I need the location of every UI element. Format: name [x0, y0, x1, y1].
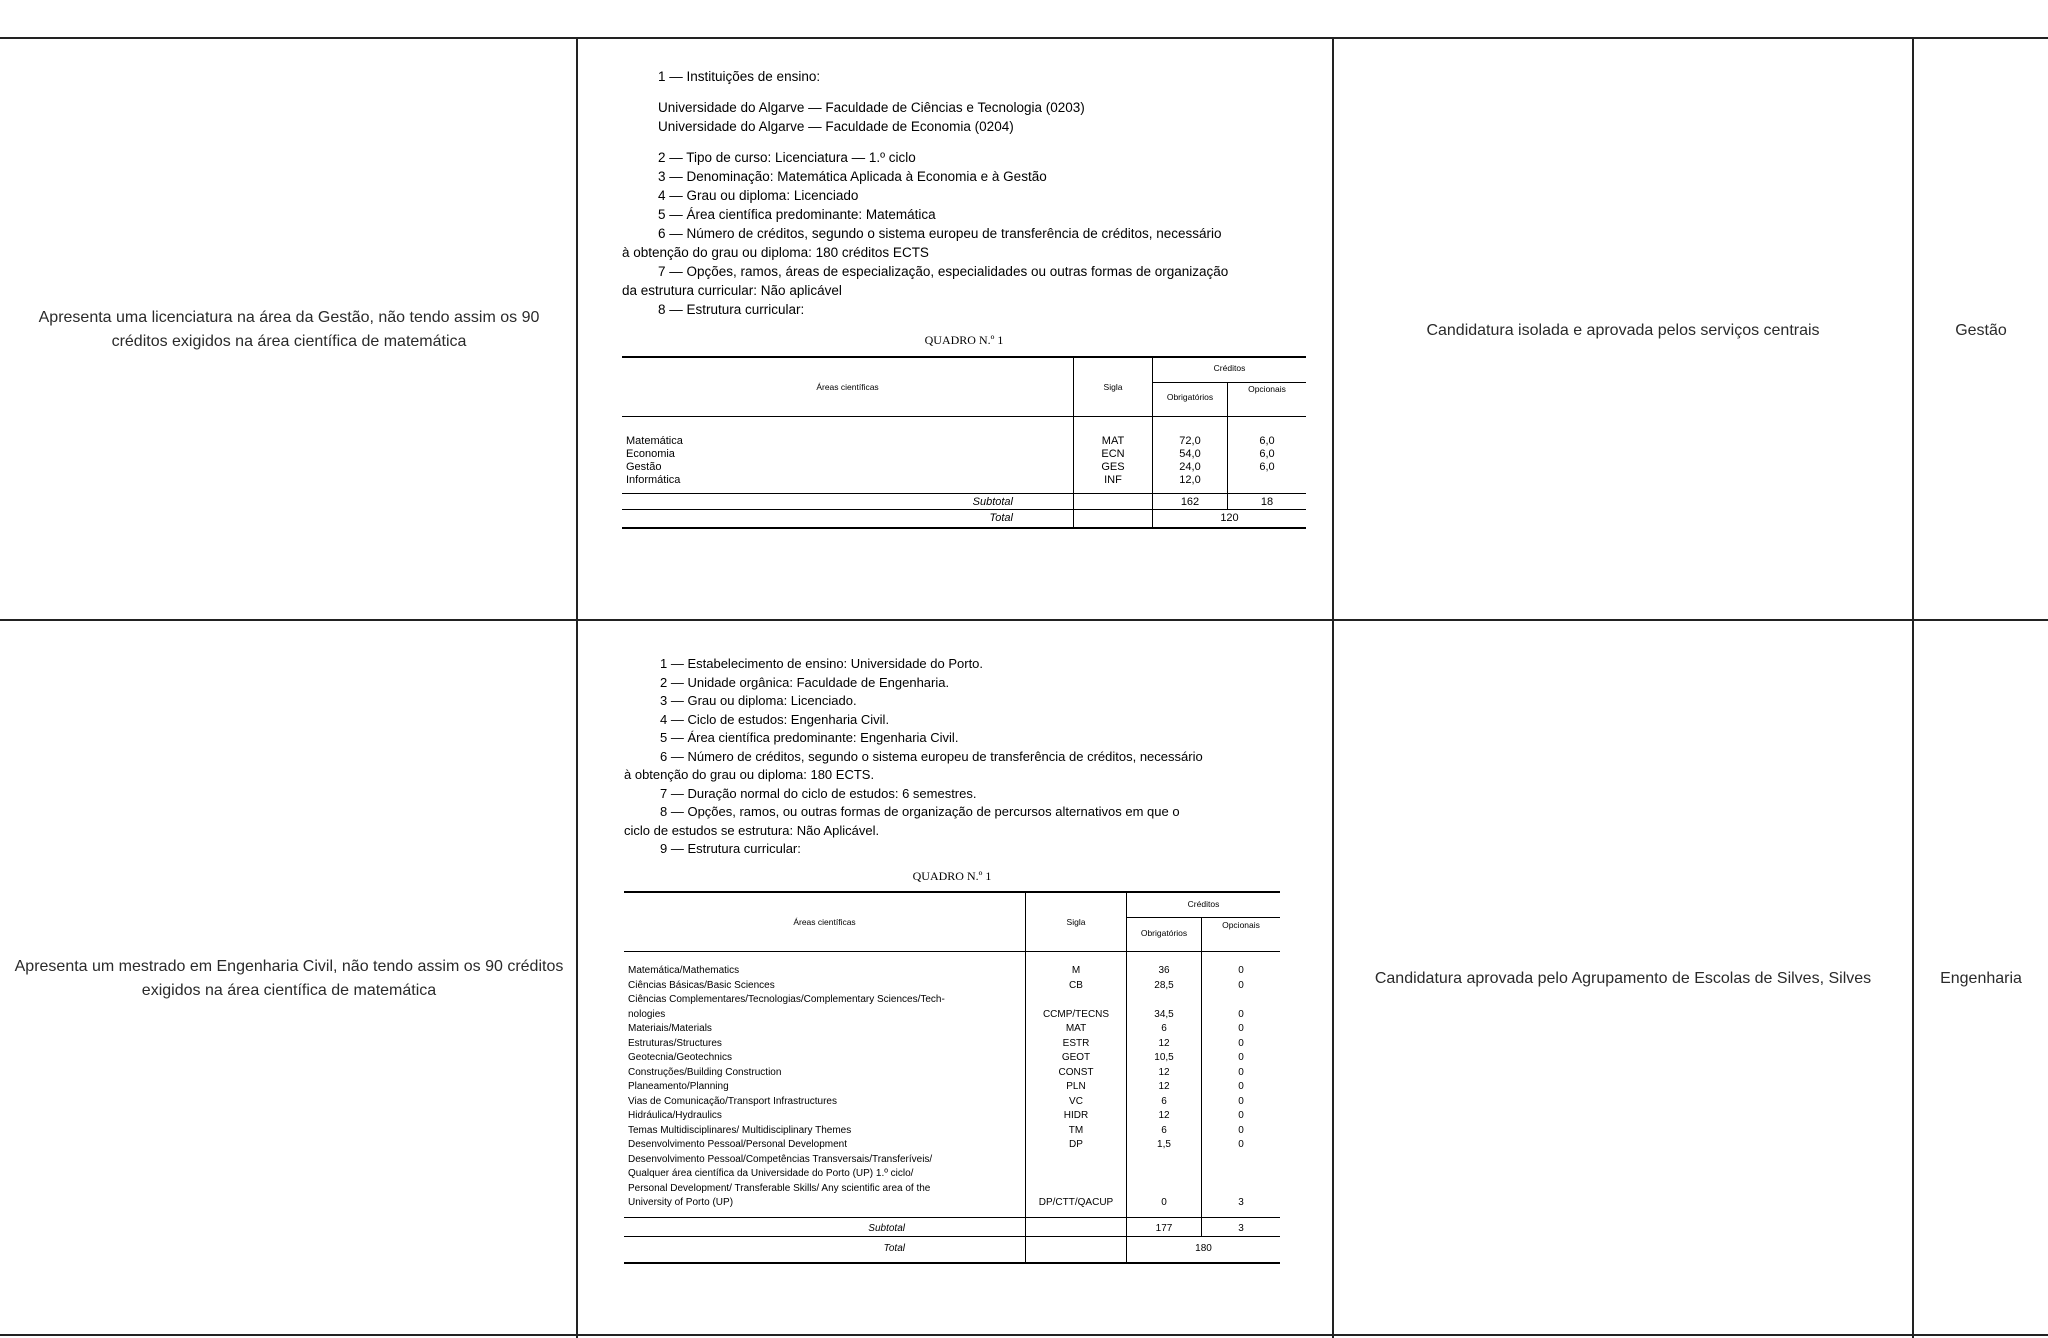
doc-line: Universidade do Algarve — Faculdade de Economia (0204) — [658, 119, 1014, 134]
area-cell: Matemática/Mathematics — [624, 952, 1026, 979]
sigla-cell: TM — [1026, 1124, 1127, 1139]
curricular-table — [622, 356, 1306, 529]
opcionais-cell: 0 — [1238, 979, 1244, 991]
header-creditos: Créditos — [1127, 892, 1281, 918]
doc-line: 6 — Número de créditos, segundo o sistema europeu de transferência de créditos, necessário — [660, 748, 1203, 764]
subtotal-obrig: 162 — [1153, 494, 1228, 510]
curricular-row — [624, 1095, 1280, 1110]
obrigatorios-cell: 34,5 — [1127, 993, 1202, 1022]
doc-line: 4 — Grau ou diploma: Licenciado — [658, 188, 859, 203]
sigla-cell: DP — [1026, 1138, 1127, 1153]
table-top-border — [0, 37, 2048, 39]
obrigatorios-cell: 28,5 — [1127, 979, 1202, 994]
observation-text: Apresenta um mestrado em Engenharia Civil, não tendo assim os 90 créditos exigidos na área científica de matemática — [14, 958, 564, 999]
header-sigla: Sigla — [1074, 357, 1153, 417]
sigla-cell: GEOT — [1026, 1051, 1127, 1066]
area-cell: Desenvolvimento Pessoal/Competências Transversais/Transferíveis/ Qualquer área científica da Universidade do Porto (UP) 1.º ciclo/ Personal Development/ Transferable Skills/ Any scientific area of the University of Porto (UP) — [624, 1153, 1026, 1218]
observation-text: Apresenta uma licenciatura na área da Gestão, não tendo assim os 90 créditos exigidos na área científica de matemática — [38, 309, 540, 350]
obrigatorios-cell: 24,0 — [1153, 461, 1228, 474]
sigla-cell: PLN — [1026, 1080, 1127, 1095]
obrigatorios-cell: 10,5 — [1127, 1051, 1202, 1066]
area-cell: Construções/Building Construction — [624, 1066, 1026, 1081]
area-cell: Planeamento/Planning — [624, 1080, 1026, 1095]
table-bottom-border — [0, 1334, 2048, 1336]
column-divider — [1332, 37, 1334, 1338]
sigla-cell: VC — [1026, 1095, 1127, 1110]
curricular-row — [624, 1109, 1280, 1124]
opcionais-cell: 6,0 — [1259, 435, 1275, 447]
column-divider — [576, 37, 578, 1338]
status-text: Candidatura isolada e aprovada pelos serviços centrais — [1426, 322, 1820, 339]
subtotal-obrig: 177 — [1127, 1217, 1202, 1237]
area-cell: Hidráulica/Hydraulics — [624, 1109, 1026, 1124]
doc-line: ciclo de estudos se estrutura: Não Aplicável. — [624, 822, 880, 838]
opcionais-cell: 3 — [1238, 1197, 1244, 1208]
area-cell: Gestão — [622, 461, 1074, 474]
opcionais-cell: 0 — [1238, 1124, 1244, 1136]
obrigatorios-cell: 0 — [1127, 1153, 1202, 1218]
doc-line: à obtenção do grau ou diploma: 180 créditos ECTS — [622, 245, 929, 260]
doc-line: 5 — Área científica predominante: Matemática — [658, 207, 936, 222]
area-cell: Informática — [622, 474, 1074, 494]
status-text: Candidatura aprovada pelo Agrupamento de Escolas de Silves, Silves — [1374, 970, 1872, 987]
curricular-row — [622, 461, 1306, 474]
curricular-row — [624, 1124, 1280, 1139]
header-creditos: Créditos — [1153, 357, 1307, 383]
obrigatorios-cell: 54,0 — [1153, 448, 1228, 461]
sigla-cell: MAT — [1026, 1022, 1127, 1037]
obrigatorios-cell: 1,5 — [1127, 1138, 1202, 1153]
curricular-row — [624, 1022, 1280, 1037]
curricular-table — [624, 891, 1280, 1264]
opcionais-cell: 0 — [1238, 1023, 1244, 1034]
doc-line: 2 — Tipo de curso: Licenciatura — 1.º ciclo — [658, 150, 916, 165]
area-cell: Ciências Básicas/Basic Sciences — [624, 979, 1026, 994]
obrigatorios-cell: 36 — [1127, 952, 1202, 979]
curricular-row — [624, 1138, 1280, 1153]
area-cell: Desenvolvimento Pessoal/Personal Development — [624, 1138, 1026, 1153]
opcionais-cell — [1228, 474, 1307, 494]
obrigatorios-cell: 6 — [1127, 1124, 1202, 1139]
doc-line: à obtenção do grau ou diploma: 180 ECTS. — [624, 767, 875, 782]
doc-line: 5 — Área científica predominante: Engenharia Civil. — [660, 730, 959, 745]
curricular-row — [624, 1037, 1280, 1052]
sigla-cell: ESTR — [1026, 1037, 1127, 1052]
quadro-title: QUADRO N.º 1 — [912, 868, 992, 883]
sigla-cell: MAT — [1074, 417, 1153, 449]
subtotal-label: Subtotal — [622, 494, 1074, 510]
header-opcionais: Opcionais — [1248, 384, 1286, 394]
sigla-cell: CB — [1026, 979, 1127, 994]
sigla-cell: INF — [1074, 474, 1153, 494]
column-divider — [1912, 37, 1914, 1338]
header-obrigatorios: Obrigatórios — [1127, 918, 1202, 952]
doc-line: 7 — Opções, ramos, áreas de especialização, especialidades ou outras formas de organização — [658, 264, 1229, 279]
curricular-row — [624, 952, 1280, 979]
opcionais-cell: 0 — [1238, 1037, 1244, 1049]
area-cell: Economia — [622, 448, 1074, 461]
sigla-cell: GES — [1074, 461, 1153, 474]
curricular-row — [624, 1066, 1280, 1081]
curricular-row — [624, 993, 1280, 1022]
opcionais-cell: 6,0 — [1259, 448, 1275, 460]
sigla-cell: DP/CTT/QACUP — [1026, 1153, 1127, 1218]
doc-line: 3 — Grau ou diploma: Licenciado. — [660, 693, 857, 708]
doc-line: 3 — Denominação: Matemática Aplicada à Economia e à Gestão — [658, 169, 1047, 184]
opcionais-cell: 0 — [1238, 1139, 1244, 1150]
curricular-row — [624, 1051, 1280, 1066]
doc-line: Universidade do Algarve — Faculdade de Ciências e Tecnologia (0203) — [658, 100, 1085, 115]
opcionais-cell: 0 — [1238, 1066, 1244, 1078]
curricular-row — [622, 474, 1306, 494]
area-cell: Geotecnia/Geotechnics — [624, 1051, 1026, 1066]
doc-line: 8 — Estrutura curricular: — [658, 302, 805, 317]
diploma-excerpt — [624, 655, 1280, 1264]
area-cell: Matemática — [622, 417, 1074, 449]
obrigatorios-cell: 72,0 — [1153, 417, 1228, 449]
total-value: 120 — [1220, 512, 1239, 524]
doc-line: 4 — Ciclo de estudos: Engenharia Civil. — [660, 711, 890, 727]
doc-line: 2 — Unidade orgânica: Faculdade de Engenharia. — [660, 674, 950, 690]
doc-line: 6 — Número de créditos, segundo o sistema europeu de transferência de créditos, necessário — [658, 226, 1222, 241]
header-obrigatorios: Obrigatórios — [1153, 383, 1228, 417]
doc-line: 9 — Estrutura curricular: — [660, 841, 801, 856]
doc-line: 1 — Estabelecimento de ensino: Universidade do Porto. — [660, 656, 984, 671]
header-sigla: Sigla — [1026, 892, 1127, 952]
doc-line: 7 — Duração normal do ciclo de estudos: 6 semestres. — [660, 785, 977, 801]
area-cell: Vias de Comunicação/Transport Infrastructures — [624, 1095, 1026, 1110]
doc-line: 8 — Opções, ramos, ou outras formas de organização de percursos alternativos em que o — [660, 804, 1180, 819]
header-opcionais: Opcionais — [1222, 920, 1260, 931]
sigla-cell: M — [1026, 952, 1127, 979]
doc-line: da estrutura curricular: Não aplicável — [622, 283, 842, 298]
sigla-cell: ECN — [1074, 448, 1153, 461]
area-text: Gestão — [1955, 322, 2007, 339]
curricular-row — [622, 417, 1306, 449]
area-cell: Ciências Complementares/Tecnologias/Complementary Sciences/Tech- nologies — [624, 993, 1026, 1022]
area-cell: Temas Multidisciplinares/ Multidisciplinary Themes — [624, 1124, 1026, 1139]
obrigatorios-cell: 12 — [1127, 1109, 1202, 1124]
total-label: Total — [622, 510, 1074, 529]
subtotal-opc: 3 — [1238, 1222, 1244, 1234]
total-value: 180 — [1195, 1243, 1212, 1254]
obrigatorios-cell: 12 — [1127, 1037, 1202, 1052]
curricular-row — [624, 1153, 1280, 1218]
sigla-cell: CCMP/TECNS — [1026, 993, 1127, 1022]
diploma-excerpt — [622, 67, 1306, 529]
area-cell: Materiais/Materials — [624, 1022, 1026, 1037]
opcionais-cell: 0 — [1238, 1081, 1244, 1092]
area-text: Engenharia — [1940, 970, 2022, 987]
subtotal-label: Subtotal — [624, 1217, 1026, 1237]
opcionais-cell: 0 — [1238, 1008, 1244, 1020]
header-areas: Áreas científicas — [624, 892, 1026, 952]
obrigatorios-cell: 12,0 — [1153, 474, 1228, 494]
sigla-cell: HIDR — [1026, 1109, 1127, 1124]
obrigatorios-cell: 6 — [1127, 1022, 1202, 1037]
subtotal-opc: 18 — [1260, 496, 1274, 508]
opcionais-cell: 0 — [1238, 965, 1244, 976]
sigla-cell: CONST — [1026, 1066, 1127, 1081]
header-areas: Áreas científicas — [622, 357, 1074, 417]
row-divider — [0, 619, 2048, 621]
area-cell: Estruturas/Structures — [624, 1037, 1026, 1052]
curricular-row — [624, 979, 1280, 994]
curricular-row — [624, 1080, 1280, 1095]
total-label: Total — [624, 1237, 1026, 1263]
obrigatorios-cell: 6 — [1127, 1095, 1202, 1110]
curricular-row — [622, 448, 1306, 461]
obrigatorios-cell: 12 — [1127, 1080, 1202, 1095]
opcionais-cell: 0 — [1238, 1110, 1244, 1121]
quadro-title: QUADRO N.º 1 — [924, 333, 1004, 347]
doc-line: 1 — Instituições de ensino: — [658, 69, 821, 84]
obrigatorios-cell: 12 — [1127, 1066, 1202, 1081]
opcionais-cell: 0 — [1238, 1052, 1244, 1063]
opcionais-cell: 0 — [1238, 1095, 1244, 1107]
opcionais-cell: 6,0 — [1259, 461, 1275, 473]
